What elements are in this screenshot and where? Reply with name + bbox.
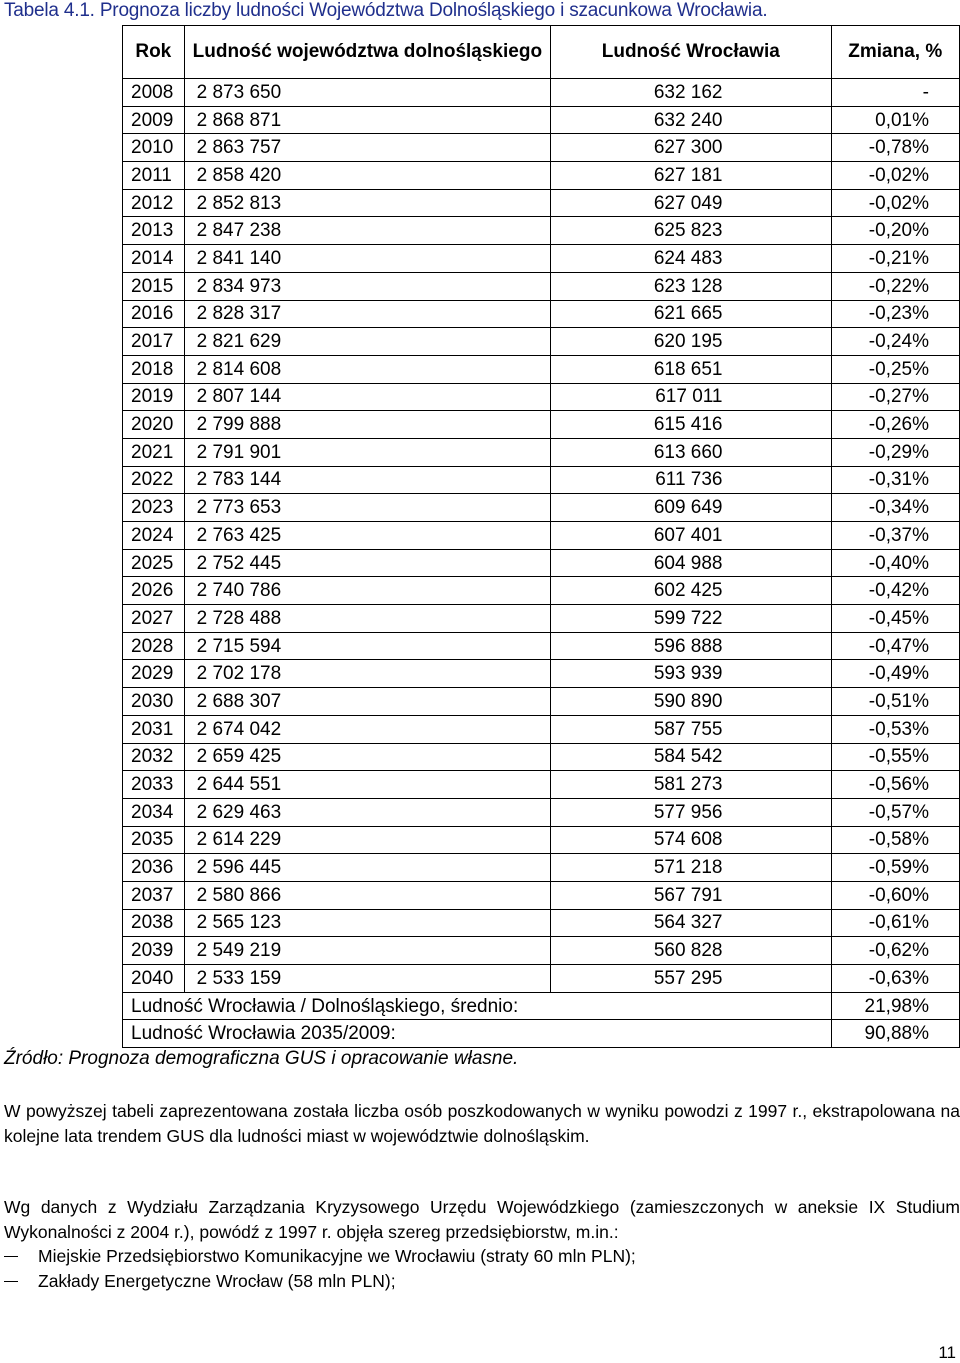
cell-city-population: 599 722 — [551, 605, 831, 633]
list-item — [0, 1244, 636, 1269]
cell-city-population: 560 828 — [551, 937, 831, 965]
cell-region-population: 2 752 445 — [184, 549, 550, 577]
cell-year: 2036 — [123, 854, 185, 882]
cell-change: -0,25% — [831, 355, 960, 383]
table-row — [123, 937, 960, 965]
cell-year: 2012 — [123, 189, 185, 217]
table-row — [123, 549, 960, 577]
table-row — [123, 466, 960, 494]
cell-region-population: 2 565 123 — [184, 909, 550, 937]
cell-city-population: 596 888 — [551, 632, 831, 660]
cell-year: 2008 — [123, 79, 185, 107]
table-row — [123, 134, 960, 162]
cell-change: -0,63% — [831, 965, 960, 993]
cell-change: -0,59% — [831, 854, 960, 882]
cell-year: 2019 — [123, 383, 185, 411]
cell-city-population: 627 049 — [551, 189, 831, 217]
list-item-text: Miejskie Przedsiębiorstwo Komunikacyjne we Wrocławiu (straty 60 mln PLN); — [38, 1246, 636, 1266]
cell-region-population: 2 715 594 — [184, 632, 550, 660]
cell-change: -0,42% — [831, 577, 960, 605]
cell-region-population: 2 674 042 — [184, 715, 550, 743]
cell-city-population: 593 939 — [551, 660, 831, 688]
summary-row — [123, 992, 960, 1020]
cell-year: 2030 — [123, 688, 185, 716]
cell-change: -0,26% — [831, 411, 960, 439]
cell-change: -0,21% — [831, 245, 960, 273]
table-row — [123, 632, 960, 660]
cell-change: 0,01% — [831, 106, 960, 134]
cell-city-population: 609 649 — [551, 494, 831, 522]
cell-region-population: 2 847 238 — [184, 217, 550, 245]
cell-change: -0,37% — [831, 522, 960, 550]
cell-city-population: 584 542 — [551, 743, 831, 771]
table-row — [123, 715, 960, 743]
cell-city-population: 607 401 — [551, 522, 831, 550]
cell-region-population: 2 791 901 — [184, 438, 550, 466]
header-city-population: Ludność Wrocławia — [551, 26, 831, 79]
cell-year: 2031 — [123, 715, 185, 743]
cell-region-population: 2 814 608 — [184, 355, 550, 383]
table-header-row — [123, 26, 960, 79]
cell-city-population: 627 300 — [551, 134, 831, 162]
population-table — [122, 25, 960, 1048]
cell-region-population: 2 728 488 — [184, 605, 550, 633]
cell-year: 2017 — [123, 328, 185, 356]
table-row — [123, 411, 960, 439]
cell-change: -0,51% — [831, 688, 960, 716]
paragraph-1: W powyższej tabeli zaprezentowana została liczba osób poszkodowanych w wyniku powodzi z 1997 r., ekstrapolowana na kolejne lata trendem GUS dla ludności miast w województwie dolnośląskim. — [4, 1101, 960, 1146]
cell-change: -0,55% — [831, 743, 960, 771]
table-row — [123, 245, 960, 273]
cell-city-population: 632 162 — [551, 79, 831, 107]
cell-region-population: 2 858 420 — [184, 162, 550, 190]
cell-year: 2037 — [123, 881, 185, 909]
table-row — [123, 272, 960, 300]
cell-change: -0,58% — [831, 826, 960, 854]
cell-year: 2038 — [123, 909, 185, 937]
cell-change: -0,02% — [831, 162, 960, 190]
cell-change: -0,29% — [831, 438, 960, 466]
cell-year: 2011 — [123, 162, 185, 190]
cell-city-population: 557 295 — [551, 965, 831, 993]
dash-bullet-icon — [4, 1281, 18, 1282]
list-item-text: Zakłady Energetyczne Wrocław (58 mln PLN); — [38, 1271, 396, 1291]
table-row — [123, 522, 960, 550]
cell-change: -0,56% — [831, 771, 960, 799]
cell-city-population: 627 181 — [551, 162, 831, 190]
cell-city-population: 611 736 — [551, 466, 831, 494]
cell-year: 2018 — [123, 355, 185, 383]
cell-change: -0,57% — [831, 798, 960, 826]
summary-value: 21,98% — [831, 992, 960, 1020]
cell-year: 2014 — [123, 245, 185, 273]
cell-city-population: 618 651 — [551, 355, 831, 383]
cell-region-population: 2 549 219 — [184, 937, 550, 965]
cell-year: 2028 — [123, 632, 185, 660]
cell-change: -0,27% — [831, 383, 960, 411]
dash-bullet-icon — [4, 1256, 18, 1257]
cell-region-population: 2 841 140 — [184, 245, 550, 273]
cell-change: -0,49% — [831, 660, 960, 688]
table-row — [123, 771, 960, 799]
summary-label: Ludność Wrocławia 2035/2009: — [123, 1020, 832, 1048]
cell-city-population: 617 011 — [551, 383, 831, 411]
list-item — [0, 1269, 636, 1294]
cell-city-population: 567 791 — [551, 881, 831, 909]
header-change: Zmiana, % — [831, 26, 960, 79]
cell-year: 2022 — [123, 466, 185, 494]
cell-year: 2023 — [123, 494, 185, 522]
cell-region-population: 2 852 813 — [184, 189, 550, 217]
cell-city-population: 571 218 — [551, 854, 831, 882]
cell-year: 2021 — [123, 438, 185, 466]
page-number: 11 — [938, 1343, 956, 1362]
cell-change: -0,23% — [831, 300, 960, 328]
cell-year: 2029 — [123, 660, 185, 688]
cell-change: -0,61% — [831, 909, 960, 937]
bullet-list — [0, 1244, 636, 1294]
cell-change: - — [831, 79, 960, 107]
cell-region-population: 2 783 144 — [184, 466, 550, 494]
cell-region-population: 2 828 317 — [184, 300, 550, 328]
header-year: Rok — [123, 26, 185, 79]
table-row — [123, 383, 960, 411]
cell-region-population: 2 807 144 — [184, 383, 550, 411]
cell-region-population: 2 533 159 — [184, 965, 550, 993]
cell-year: 2032 — [123, 743, 185, 771]
cell-city-population: 590 890 — [551, 688, 831, 716]
cell-year: 2015 — [123, 272, 185, 300]
cell-city-population: 604 988 — [551, 549, 831, 577]
cell-change: -0,34% — [831, 494, 960, 522]
cell-region-population: 2 629 463 — [184, 798, 550, 826]
table-caption: Tabela 4.1. Prognoza liczby ludności Województwa Dolnośląskiego i szacunkowa Wrocławia. — [4, 0, 768, 21]
table-row — [123, 798, 960, 826]
cell-change: -0,78% — [831, 134, 960, 162]
table-row — [123, 826, 960, 854]
table-row — [123, 162, 960, 190]
cell-region-population: 2 688 307 — [184, 688, 550, 716]
cell-city-population: 621 665 — [551, 300, 831, 328]
cell-region-population: 2 580 866 — [184, 881, 550, 909]
table-row — [123, 688, 960, 716]
cell-region-population: 2 596 445 — [184, 854, 550, 882]
cell-region-population: 2 763 425 — [184, 522, 550, 550]
cell-year: 2020 — [123, 411, 185, 439]
table-row — [123, 577, 960, 605]
table-row — [123, 300, 960, 328]
cell-region-population: 2 868 871 — [184, 106, 550, 134]
table-row — [123, 909, 960, 937]
cell-region-population: 2 773 653 — [184, 494, 550, 522]
table-row — [123, 854, 960, 882]
table-row — [123, 881, 960, 909]
cell-city-population: 623 128 — [551, 272, 831, 300]
table-row — [123, 743, 960, 771]
table-row — [123, 189, 960, 217]
cell-city-population: 577 956 — [551, 798, 831, 826]
cell-region-population: 2 644 551 — [184, 771, 550, 799]
cell-region-population: 2 821 629 — [184, 328, 550, 356]
summary-row — [123, 1020, 960, 1048]
summary-label: Ludność Wrocławia / Dolnośląskiego, średnio: — [123, 992, 832, 1020]
cell-year: 2040 — [123, 965, 185, 993]
table-row — [123, 605, 960, 633]
cell-city-population: 632 240 — [551, 106, 831, 134]
cell-region-population: 2 740 786 — [184, 577, 550, 605]
cell-city-population: 574 608 — [551, 826, 831, 854]
cell-region-population: 2 659 425 — [184, 743, 550, 771]
cell-year: 2025 — [123, 549, 185, 577]
table-row — [123, 438, 960, 466]
cell-change: -0,62% — [831, 937, 960, 965]
header-region-population: Ludność województwa dolnośląskiego — [184, 26, 550, 79]
cell-city-population: 625 823 — [551, 217, 831, 245]
cell-year: 2034 — [123, 798, 185, 826]
summary-value: 90,88% — [831, 1020, 960, 1048]
cell-change: -0,24% — [831, 328, 960, 356]
cell-city-population: 624 483 — [551, 245, 831, 273]
cell-change: -0,22% — [831, 272, 960, 300]
source-note: Źródło: Prognoza demograficzna GUS i opracowanie własne. — [4, 1048, 519, 1069]
table-row — [123, 355, 960, 383]
table-row — [123, 328, 960, 356]
cell-city-population: 613 660 — [551, 438, 831, 466]
cell-change: -0,45% — [831, 605, 960, 633]
cell-region-population: 2 702 178 — [184, 660, 550, 688]
cell-change: -0,47% — [831, 632, 960, 660]
cell-region-population: 2 834 973 — [184, 272, 550, 300]
table-body — [123, 79, 960, 1048]
cell-year: 2027 — [123, 605, 185, 633]
cell-region-population: 2 799 888 — [184, 411, 550, 439]
cell-year: 2010 — [123, 134, 185, 162]
cell-region-population: 2 863 757 — [184, 134, 550, 162]
cell-city-population: 602 425 — [551, 577, 831, 605]
cell-year: 2009 — [123, 106, 185, 134]
cell-year: 2016 — [123, 300, 185, 328]
cell-change: -0,53% — [831, 715, 960, 743]
table-row — [123, 660, 960, 688]
paragraph-2: Wg danych z Wydziału Zarządzania Kryzysowego Urzędu Wojewódzkiego (zamieszczonych w aneksie IX Studium Wykonalności z 2004 r.), powódź z 1997 r. objęła szereg przedsiębiorstw, m.in.: — [4, 1197, 960, 1242]
cell-city-population: 587 755 — [551, 715, 831, 743]
cell-city-population: 615 416 — [551, 411, 831, 439]
cell-year: 2035 — [123, 826, 185, 854]
cell-region-population: 2 873 650 — [184, 79, 550, 107]
cell-year: 2013 — [123, 217, 185, 245]
cell-change: -0,40% — [831, 549, 960, 577]
cell-change: -0,31% — [831, 466, 960, 494]
cell-year: 2033 — [123, 771, 185, 799]
cell-change: -0,20% — [831, 217, 960, 245]
cell-year: 2026 — [123, 577, 185, 605]
cell-change: -0,02% — [831, 189, 960, 217]
cell-city-population: 581 273 — [551, 771, 831, 799]
table-row — [123, 217, 960, 245]
cell-year: 2024 — [123, 522, 185, 550]
cell-year: 2039 — [123, 937, 185, 965]
table-row — [123, 79, 960, 107]
cell-change: -0,60% — [831, 881, 960, 909]
table-row — [123, 106, 960, 134]
cell-city-population: 564 327 — [551, 909, 831, 937]
table-row — [123, 494, 960, 522]
cell-city-population: 620 195 — [551, 328, 831, 356]
cell-region-population: 2 614 229 — [184, 826, 550, 854]
table-row — [123, 965, 960, 993]
